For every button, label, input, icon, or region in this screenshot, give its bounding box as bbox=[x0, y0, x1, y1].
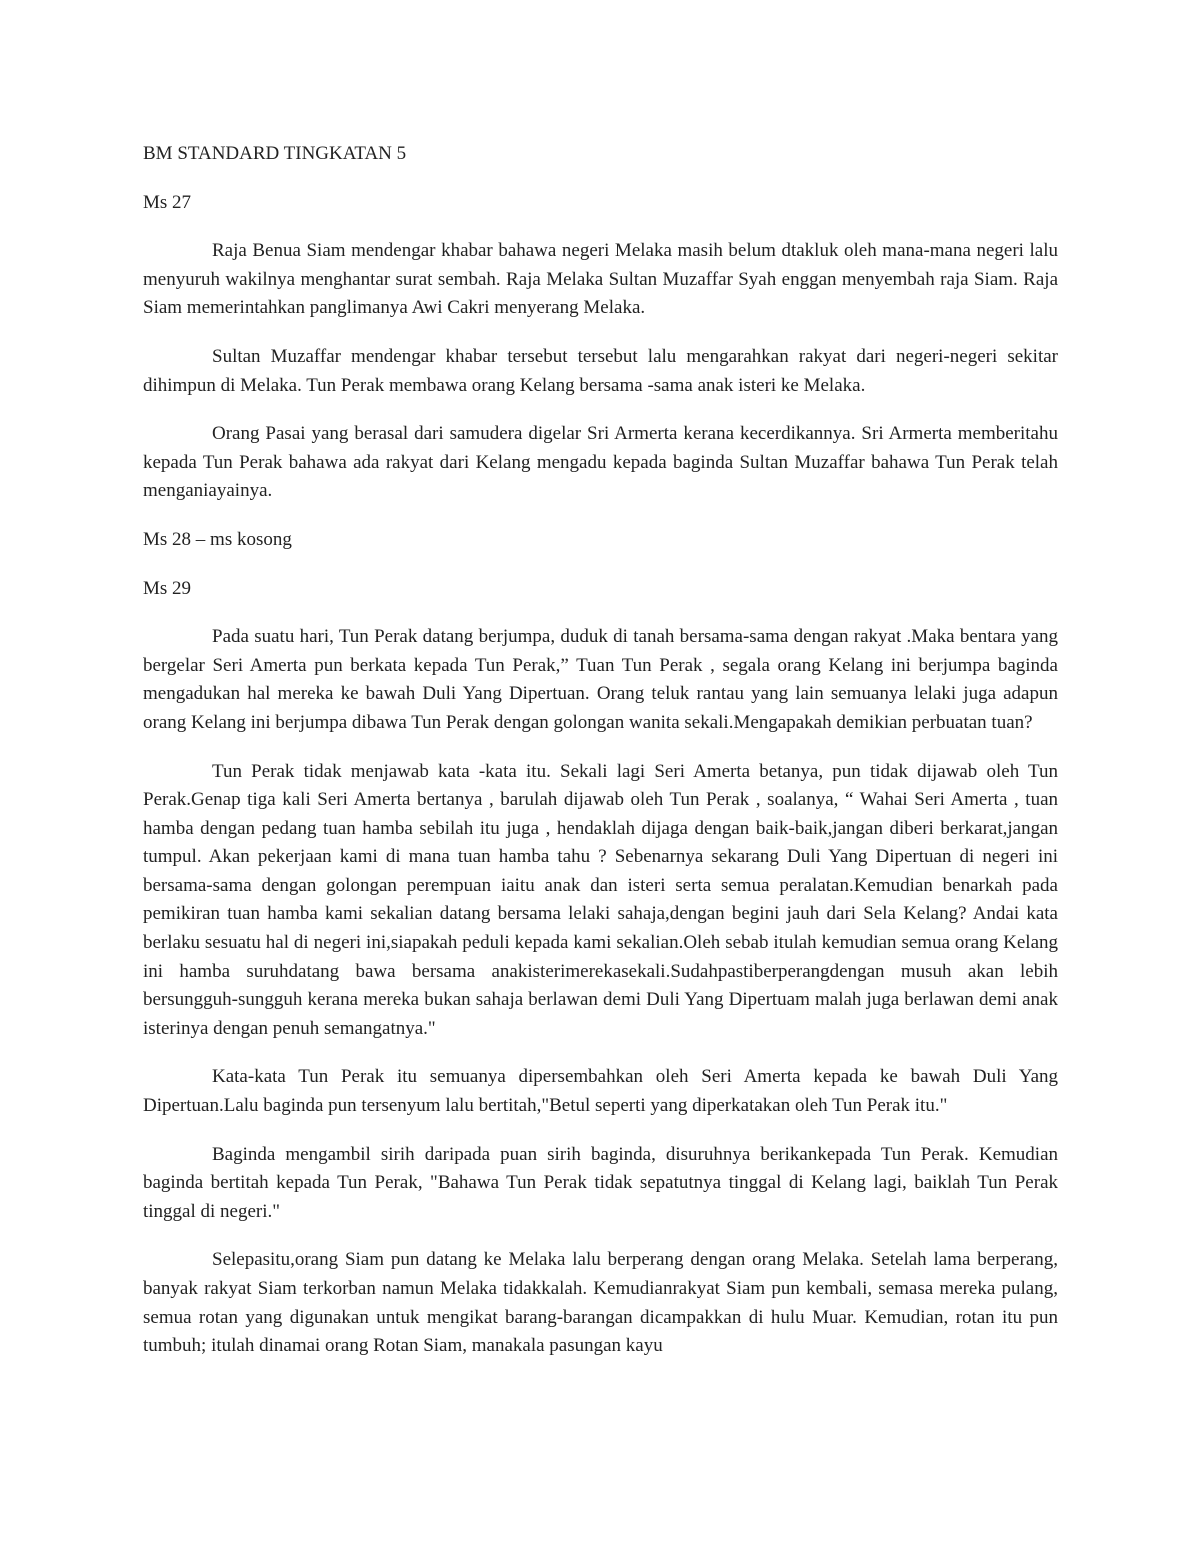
paragraph: Selepasitu,orang Siam pun datang ke Melaka lalu berperang dengan orang Melaka. Setelah lama berperang, banyak rakyat Siam terkorban namun Melaka tidakkalah. Kemudianrakyat Siam pun kembali, semasa mereka pulang, semua rotan yang digunakan untuk mengikat barang-barangan dicampakkan di hulu Muar. Kemudian, rotan itu pun tumbuh; itulah dinamai orang Rotan Siam, manakala pasungan kayu bbox=[143, 1249, 1058, 1357]
paragraph: Tun Perak tidak menjawab kata -kata itu. Sekali lagi Seri Amerta betanya, pun tidak dijawab oleh Tun Perak.Genap tiga kali Seri Amerta bertanya , barulah dijawab oleh Tun Perak , soalanya, “ Wahai Seri Amerta , tuan hamba dengan pedang tuan hamba sebilah itu juga , hendaklah dijaga dengan baik-baik,jangan diberi berkarat,jangan tumpul. Akan pekerjaan kami di mana tuan hamba tahu ? Sebenarnya sekarang Duli Yang Dipertuan di negeri ini bersama-sama dengan golongan perempuan iaitu anak dan isteri serta semua peralatan.Kemudian benarkah pada pemikiran tuan hamba kami sekalian datang bersama lelaki sahaja,dengan begini jauh dari Sela Kelang? Andai kata berlaku sesuatu hal di negeri ini,siapakah peduli kepada kami sekalian.Oleh sebab itulah kemudian semua orang Kelang ini hamba suruhdatang bawa bersama anakisterimerekasekali.Sudahpastiberperangdengan musuh akan lebih bersungguh-sungguh kerana mereka bukan sahaja berlawan demi Duli Yang Dipertuam malah juga berlawan demi anak isterinya dengan penuh semangatnya." bbox=[143, 760, 1058, 1039]
paragraph: Sultan Muzaffar mendengar khabar tersebut tersebut lalu mengarahkan rakyat dari negeri-negeri sekitar dihimpun di Melaka. Tun Perak membawa orang Kelang bersama -sama anak isteri ke Melaka. bbox=[143, 345, 1058, 396]
document-body bbox=[143, 140, 1058, 1361]
page-heading-ms29: Ms 29 bbox=[143, 577, 192, 599]
page-heading-ms27: Ms 27 bbox=[143, 191, 192, 213]
document-title: BM STANDARD TINGKATAN 5 bbox=[143, 143, 407, 164]
paragraph: Raja Benua Siam mendengar khabar bahawa negeri Melaka masih belum dtakluk oleh mana-mana negeri lalu menyuruh wakilnya menghantar surat sembah. Raja Melaka Sultan Muzaffar Syah enggan menyembah raja Siam. Raja Siam memerintahkan panglimanya Awi Cakri menyerang Melaka. bbox=[143, 240, 1058, 319]
page-heading-ms28: Ms 28 – ms kosong bbox=[143, 528, 292, 550]
paragraph: Baginda mengambil sirih daripada puan sirih baginda, disuruhnya berikankepada Tun Perak. Kemudian baginda bertitah kepada Tun Perak, "Bahawa Tun Perak tidak sepatutnya tinggal di Kelang lagi, baiklah Tun Perak tinggal di negeri." bbox=[143, 1143, 1058, 1222]
paragraph: Kata-kata Tun Perak itu semuanya dipersembahkan oleh Seri Amerta kepada ke bawah Duli Yang Dipertuan.Lalu baginda pun tersenyum lalu bertitah,"Betul seperti yang diperkatakan oleh Tun Perak itu." bbox=[143, 1066, 1058, 1117]
paragraph: Pada suatu hari, Tun Perak datang berjumpa, duduk di tanah bersama-sama dengan rakyat .Maka bentara yang bergelar Seri Amerta pun berkata kepada Tun Perak,” Tuan Tun Perak , segala orang Kelang ini berjumpa baginda mengadukan hal mereka ke bawah Duli Yang Dipertuan. Orang teluk rantau yang lain semuanya lelaki juga adapun orang Kelang ini berjumpa dibawa Tun Perak dengan golongan wanita sekali.Mengapakah demikian perbuatan tuan? bbox=[143, 626, 1058, 733]
paragraph: Orang Pasai yang berasal dari samudera digelar Sri Armerta kerana kecerdikannya. Sri Armerta memberitahu kepada Tun Perak bahawa ada rakyat dari Kelang mengadu kepada baginda Sultan Muzaffar bahawa Tun Perak telah menganiayainya. bbox=[143, 423, 1058, 502]
